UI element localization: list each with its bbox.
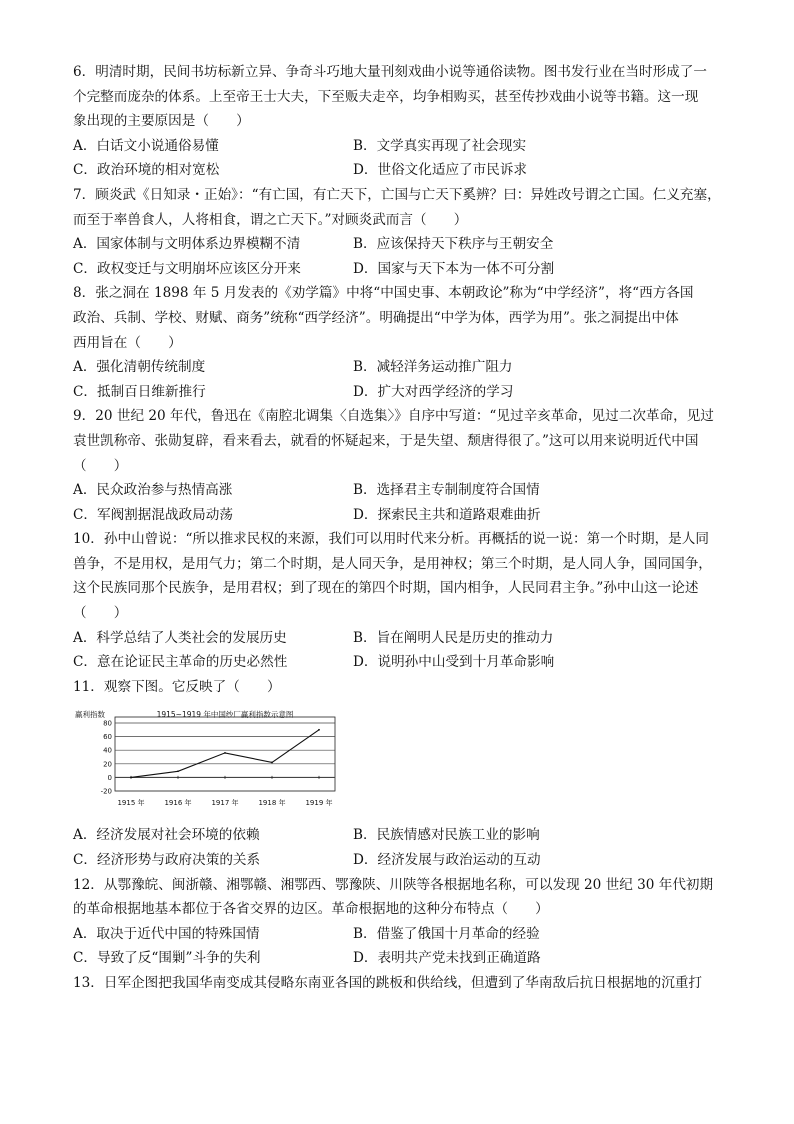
question-text-line: 而至于率兽食人，人将相食，谓之亡天下。”对顾炎武而言（ ）: [73, 211, 468, 228]
question-11: [73, 675, 723, 873]
option-d[interactable]: D．表明共产党未找到正确道路: [353, 950, 541, 967]
option-c[interactable]: C．抵制百日维新推行: [73, 383, 206, 400]
data-point: [271, 762, 273, 764]
question-text-line: 7．顾炎武《日知录・正始》：“有亡国，有亡天下，亡国与亡天下奚辨？曰：异姓改号谓之亡国。仁义充塞，: [73, 186, 721, 203]
exam-page: [73, 60, 723, 996]
option-d[interactable]: D．说明孙中山受到十月革命影响: [353, 654, 555, 671]
y-tick-label: -20: [100, 787, 112, 796]
question-12: [73, 873, 723, 971]
x-tick-label: 1919 年: [305, 799, 333, 808]
option-a[interactable]: A．白话文小说通俗易懂: [73, 137, 219, 154]
question-text-line: 的革命根据地基本都位于各省交界的边区。革命根据地的这种分布特点（ ）: [73, 901, 549, 918]
option-a[interactable]: A．民众政治参与热情高涨: [73, 482, 233, 499]
x-tick-label: 1916 年: [164, 799, 192, 808]
option-b[interactable]: B．民族情感对民族工业的影响: [353, 827, 540, 844]
option-c[interactable]: C．意在论证民主革命的历史必然性: [73, 654, 288, 671]
y-tick-label: 40: [103, 747, 112, 756]
x-tick-label: 1918 年: [258, 799, 286, 808]
question-7: [73, 183, 723, 281]
option-a[interactable]: A．强化清朝传统制度: [73, 359, 206, 376]
question-text-line: 政治、兵制、学校、财赋、商务”统称“西学经济”。明确提出“中学为体，西学为用”。张之洞提出中体: [73, 309, 679, 326]
option-c[interactable]: C．经济形势与政府决策的关系: [73, 852, 261, 869]
data-point: [177, 771, 179, 773]
question-text-line: 8．张之洞在 1898 年 5 月发表的《劝学篇》中将“中国史事、本朝政论”称为“中学经济”，将“西方各国: [73, 285, 694, 302]
option-a[interactable]: A．取决于近代中国的特殊国情: [73, 925, 260, 942]
question-text-line: 西用旨在（ ）: [73, 334, 182, 351]
question-8: [73, 281, 723, 404]
question-text-line: 个完整而庞杂的体系。上至帝王士大夫，下至贩夫走卒，均争相购买，甚至传抄戏曲小说等书籍。这一现: [73, 88, 699, 105]
x-tick-label: 1917 年: [211, 799, 239, 808]
question-13: [73, 971, 723, 996]
question-text-line: （ ）: [73, 605, 128, 622]
question-text-line: 这个民族同那个民族争，是用君权；到了现在的第四个时期，国内相争，人民同君主争。”孙中山这一论述: [73, 580, 699, 597]
option-d[interactable]: D．经济发展与政治运动的互动: [353, 852, 541, 869]
y-axis-label: 赢利指数: [75, 710, 105, 720]
option-b[interactable]: B．应该保持天下秩序与王朝安全: [353, 236, 554, 253]
question-text-line: 6．明清时期，民间书坊标新立异、争奇斗巧地大量刊刻戏曲小说等通俗读物。图书发行业在当时形成了一: [73, 64, 707, 80]
data-point: [130, 777, 132, 779]
option-c[interactable]: C．政治环境的相对宽松: [73, 162, 220, 179]
option-d[interactable]: D．扩大对西学经济的学习: [353, 383, 514, 400]
y-tick-label: 0: [107, 774, 112, 783]
y-tick-label: 80: [103, 719, 112, 728]
option-b[interactable]: B．选择君主专制制度符合国情: [353, 482, 540, 499]
question-text-line: 兽争，不是用权，是用气力；第二个时期，是人同天争，是用神权；第三个时期，是人同人争，国同国争，: [73, 555, 712, 572]
option-d[interactable]: D．世俗文化适应了市民诉求: [353, 162, 528, 179]
option-c[interactable]: C．政权变迁与文明崩坏应该区分开来: [73, 260, 301, 277]
question-text-line: 9．20 世纪 20 年代，鲁迅在《南腔北调集〈自选集〉》自序中写道：“见过辛亥革命，见过二次革命，见过: [73, 408, 714, 425]
question-9: [73, 404, 723, 527]
option-c[interactable]: C．导致了反“围剿”斗争的失利: [73, 950, 261, 967]
y-tick-label: 60: [103, 733, 112, 742]
option-b[interactable]: B．借鉴了俄国十月革命的经验: [353, 925, 540, 942]
option-d[interactable]: D．国家与天下本为一体不可分割: [353, 260, 555, 277]
data-point: [224, 752, 226, 754]
option-b[interactable]: B．文学真实再现了社会现实: [353, 137, 527, 154]
question-text-line: （ ）: [73, 457, 128, 474]
y-tick-label: 20: [103, 760, 112, 769]
question-text-line: 袁世凯称帝、张勋复辟，看来看去，就看的怀疑起来，于是失望、颓唐得很了。”这可以用来说明近代中国: [73, 432, 699, 449]
option-a[interactable]: A．经济发展对社会环境的依赖: [73, 827, 260, 844]
profit-index-chart: [73, 707, 343, 819]
question-text-line: 12．从鄂豫皖、闽浙赣、湘鄂赣、湘鄂西、鄂豫陕、川陕等各根据地名称，可以发现 20 世纪 30 年代初期: [73, 876, 714, 893]
option-a[interactable]: A．国家体制与文明体系边界模糊不清: [73, 236, 301, 253]
chart-title: 1915~1919 年中国纱厂赢利指数示意图: [156, 710, 294, 720]
data-point: [318, 729, 320, 731]
option-d[interactable]: D．探索民主共和道路艰难曲折: [353, 506, 541, 523]
question-6: [73, 60, 723, 183]
question-text-line: 13．日军企图把我国华南变成其侵略东南亚各国的跳板和供给线，但遭到了华南敌后抗日根据地的沉重打: [73, 975, 703, 991]
question-text-line: 11．观察下图。它反映了（ ）: [73, 678, 281, 695]
plot-frame: [115, 717, 335, 791]
option-b[interactable]: B．减轻洋务运动推广阻力: [353, 359, 513, 376]
x-tick-label: 1915 年: [117, 799, 145, 808]
line-chart: [73, 707, 343, 819]
question-10: [73, 527, 723, 675]
option-b[interactable]: B．旨在阐明人民是历史的推动力: [353, 629, 554, 646]
question-text-line: 10．孙中山曾说：“所以推求民权的来源，我们可以用时代来分析。再概括的说一说：第一个时期，是人同: [73, 531, 709, 548]
option-c[interactable]: C．军阀割据混战政局动荡: [73, 506, 233, 523]
option-a[interactable]: A．科学总结了人类社会的发展历史: [73, 629, 287, 646]
question-text-line: 象出现的主要原因是（ ）: [73, 113, 250, 130]
